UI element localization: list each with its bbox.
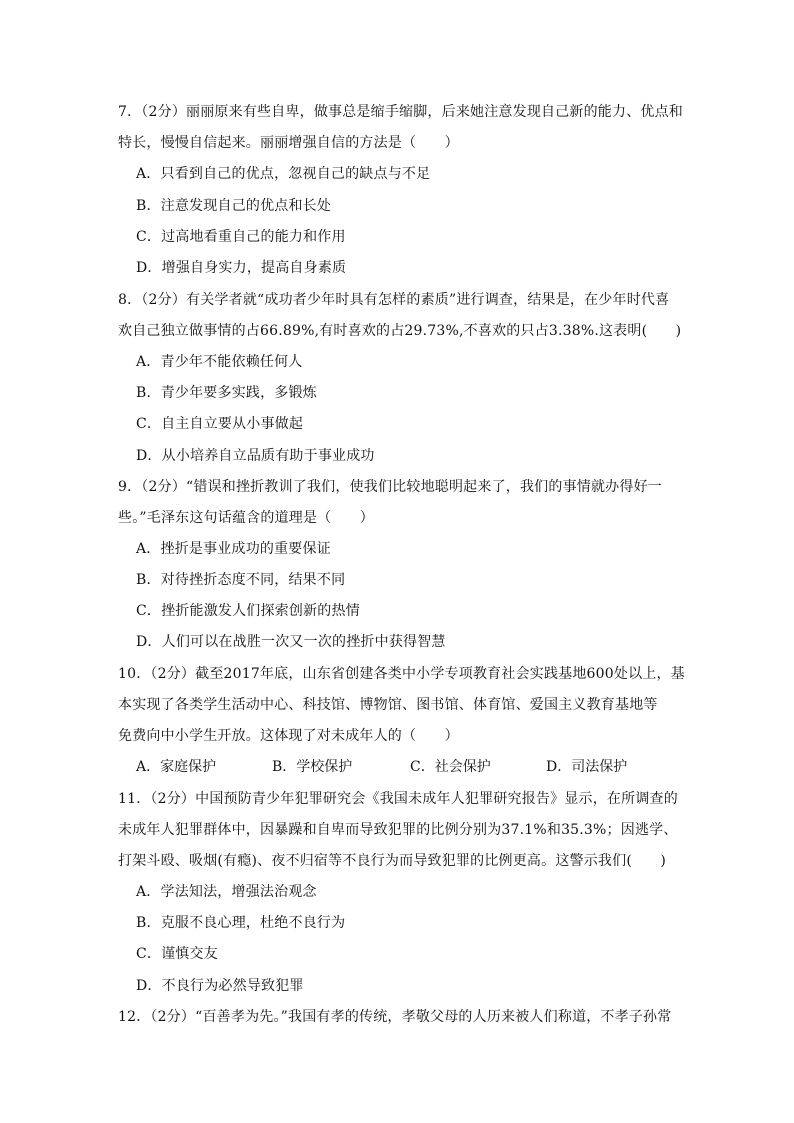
question-10-stem-line-3: 免费向中小学生开放。这体现了对未成年人的（ ） — [118, 728, 459, 744]
question-8-stem-line-1: 8．（2分）有关学者就“成功者少年时具有怎样的素质”进行调查，结果是，在少年时代喜 — [118, 292, 670, 308]
question-7-option-d: D．增强自身实力，提高自身素质 — [136, 260, 347, 276]
question-11-option-b: B．克服不良心理，杜绝不良行为 — [136, 915, 346, 931]
question-10-stem-line-2: 本实现了各类学生活动中心、科技馆、博物馆、图书馆、体育馆、爱国主义教育基地等 — [118, 697, 658, 713]
question-11-stem-line-1: 11．（2分）中国预防青少年犯罪研究会《我国未成年人犯罪研究报告》显示，在所调查的 — [118, 791, 678, 807]
question-9-stem-line-2: 些。”毛泽东这句话蕴含的道理是（ ） — [118, 510, 374, 526]
question-11-option-a: A．学法知法，增强法治观念 — [136, 884, 317, 900]
question-9-option-b: B．对待挫折态度不同，结果不同 — [136, 572, 346, 588]
question-11-option-c: C．谨慎交友 — [136, 946, 218, 962]
question-8-option-a: A．青少年不能依赖任何人 — [136, 354, 303, 370]
question-10-option-b: B．学校保护 — [272, 759, 353, 775]
question-10-options-row — [136, 757, 696, 777]
question-12-stem-line-1: 12．（2分）“百善孝为先。”我国有孝的传统，孝敬父母的人历来被人们称道，不孝子孙常 — [118, 1009, 672, 1025]
question-10-option-d: D．司法保护 — [546, 759, 628, 775]
question-10-stem-line-1: 10．（2分）截至2017年底，山东省创建各类中小学专项教育社会实践基地600处以上，基 — [118, 666, 685, 682]
question-8-option-b: B．青少年要多实践，多锻炼 — [136, 385, 317, 401]
question-7-stem-line-1: 7．（2分）丽丽原来有些自卑，做事总是缩手缩脚，后来她注意发现自己新的能力、优点和 — [118, 104, 684, 120]
question-8-option-c: C．自主自立要从小事做起 — [136, 416, 304, 432]
question-8-stem-line-2: 欢自己独立做事情的占66.89%,有时喜欢的占29.73%,不喜欢的只占3.38%.这表明( ) — [118, 323, 682, 339]
question-7-option-b: B．注意发现自己的优点和长处 — [136, 198, 332, 214]
question-10-option-a: A．家庭保护 — [136, 759, 217, 775]
question-7-option-a: A．只看到自己的优点，忽视自己的缺点与不足 — [136, 166, 431, 182]
question-7-option-c: C．过高地看重自己的能力和作用 — [136, 229, 346, 245]
question-9-option-a: A．挫折是事业成功的重要保证 — [136, 541, 331, 557]
question-9-option-d: D．人们可以在战胜一次又一次的挫折中获得智慧 — [136, 634, 446, 650]
question-11-stem-line-2: 未成年人犯罪群体中，因暴躁和自卑而导致犯罪的比例分别为37.1%和35.3%；因逃学、 — [118, 822, 678, 838]
question-11-option-d: D．不良行为必然导致犯罪 — [136, 978, 304, 994]
question-9-stem-line-1: 9．（2分）“错误和挫折教训了我们，使我们比较地聪明起来了，我们的事情就办得好一 — [118, 479, 662, 495]
question-7-stem-line-2: 特长，慢慢自信起来。丽丽增强自信的方法是（ ） — [118, 135, 459, 151]
question-9-option-c: C．挫折能激发人们探索创新的热情 — [136, 603, 360, 619]
question-8-option-d: D．从小培养自立品质有助于事业成功 — [136, 448, 375, 464]
question-10-option-c: C．社会保护 — [410, 759, 491, 775]
question-11-stem-line-3: 打架斗殴、吸烟(有瘾)、夜不归宿等不良行为而导致犯罪的比例更高。这警示我们( ) — [118, 853, 667, 869]
